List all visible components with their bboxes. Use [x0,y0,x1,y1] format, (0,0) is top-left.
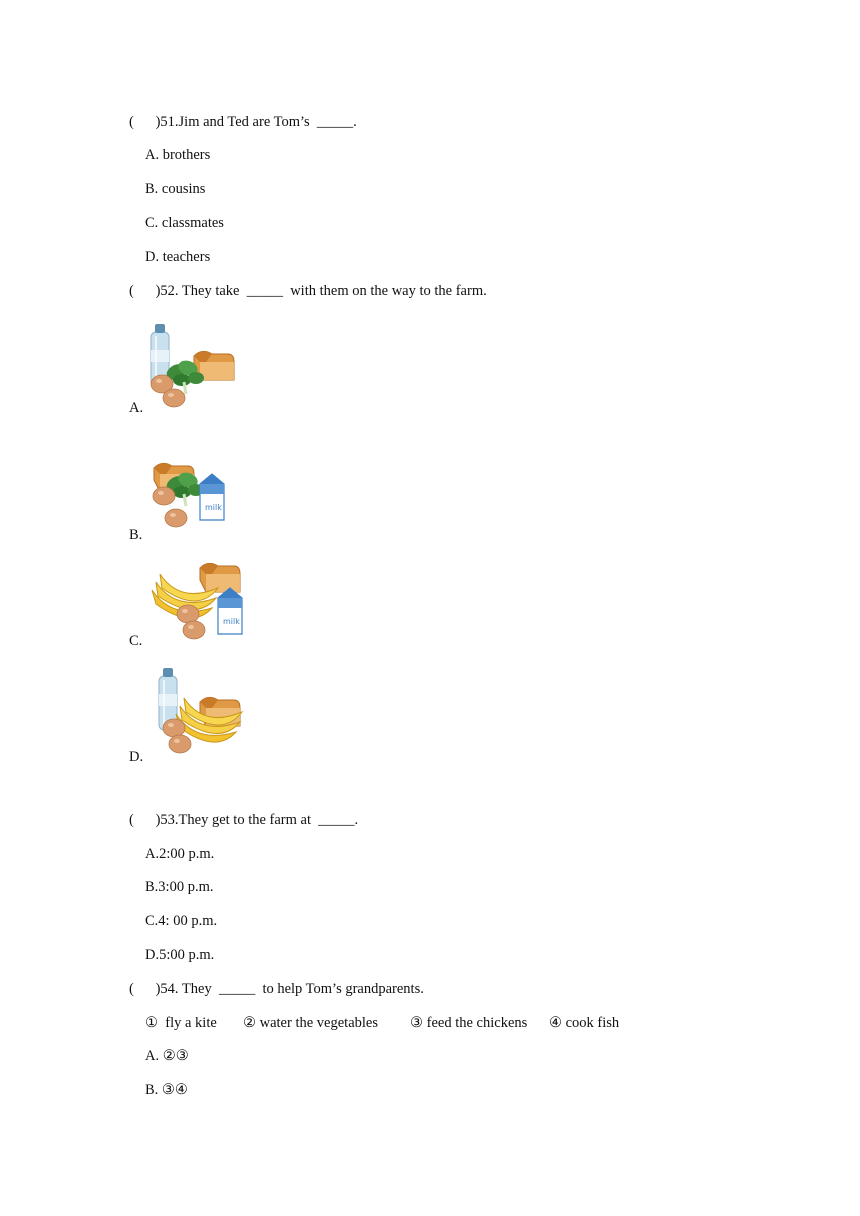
q52-option-c-label: C. [129,633,143,649]
q52-option-b-picture[interactable] [150,458,246,541]
q51-option-b[interactable]: B. cousins [145,181,206,197]
q52-option-a-label: A. [129,400,144,416]
q53-option-b[interactable]: B.3:00 p.m. [145,879,214,895]
q52-option-a-picture[interactable] [142,320,238,417]
q52-option-b-label: B. [129,527,143,543]
q53-option-d[interactable]: D.5:00 p.m. [145,947,215,963]
q51-option-a[interactable]: A. brothers [145,147,211,163]
q54-option-b[interactable]: B. ③④ [145,1082,188,1098]
q53-option-a[interactable]: A.2:00 p.m. [145,846,215,862]
q52-option-c-picture[interactable] [148,560,252,649]
q54-choice-4: ④ cook fish [549,1015,620,1031]
q51-option-c[interactable]: C. classmates [145,215,224,231]
q54-choice-2: ② water the vegetables [243,1015,378,1031]
q54-option-a[interactable]: A. ②③ [145,1048,189,1064]
q53-option-c[interactable]: C.4: 00 p.m. [145,913,218,929]
q52-option-d-label: D. [129,749,144,765]
question-52-stem: ( )52. They take _____ with them on the way to the farm. [129,283,487,299]
question-54-stem: ( )54. They _____ to help Tom’s grandparents. [129,981,424,997]
question-51-stem: ( )51.Jim and Ted are Tom’s _____. [129,114,357,130]
q51-option-d[interactable]: D. teachers [145,249,211,265]
question-53-stem: ( )53.They get to the farm at _____. [129,812,359,828]
q52-option-d-picture[interactable] [148,666,244,761]
q54-choice-1: ① fly a kite [145,1015,217,1031]
q54-choice-3: ③ feed the chickens [410,1015,528,1031]
